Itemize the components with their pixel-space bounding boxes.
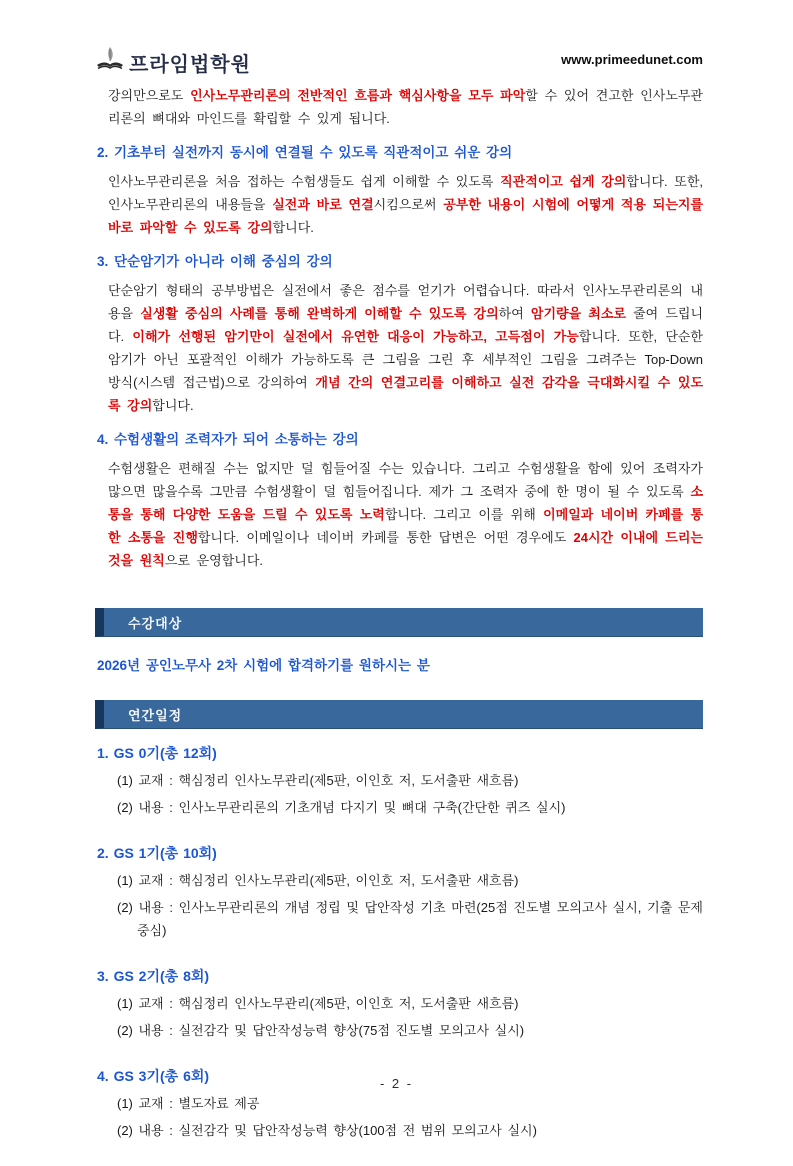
feature-body: 인사노무관리론을 처음 접하는 수험생들도 쉽게 이해할 수 있도록 직관적이고 쉽게 강의합니다. 또한, 인사노무관리론의 내용들을 실전과 바로 연결시킴으로써 공부한 내용이 시험에 어떻게 적용 되는지를 바로 파악할 수 있도록 강의합니다.: [108, 174, 704, 235]
schedule-item: (1) 교재 : 핵심정리 인사노무관리(제5판, 이인호 저, 도서출판 새흐름): [117, 873, 519, 888]
brand-name: 프라임법학원: [129, 54, 251, 76]
feature-heading: 2. 기초부터 실전까지 동시에 연결될 수 있도록 직관적이고 쉬운 강의: [97, 145, 513, 160]
schedule-item: (2) 내용 : 인사노무관리론의 기초개념 다지기 및 뼈대 구축(간단한 퀴즈 실시): [117, 800, 566, 815]
schedule-banner-label: 연간일정: [128, 707, 183, 723]
audience-banner: [95, 608, 703, 637]
feature-body: 수험생활은 편해질 수는 없지만 덜 힘들어질 수는 있습니다. 그리고 수험생활을 함에 있어 조력자가 많으면 많을수록 그만큼 수험생활이 덜 힘들어집니다. 제가 그 조력자 중에 한 명이 될 수 있도록 소통을 통해 다양한 도움을 드릴 수 있도록 노력합니다. 그리고 이를 위해 이메일과 네이버 카페를 통한 소통을 진행합니다. 이메일이나 네이버 카페를 통한 답변은 어떤 경우에도 24시간 이내에 드리는 것을 원칙으로 운영합니다.: [108, 461, 704, 568]
audience-banner-label: 수강대상: [128, 615, 183, 631]
schedule-item: (1) 교재 : 핵심정리 인사노무관리(제5판, 이인호 저, 도서출판 새흐름): [117, 773, 519, 788]
schedule-group-gs1: [95, 843, 703, 942]
schedule-item: (2) 내용 : 인사노무관리론의 개념 정립 및 답안작성 기초 마련(25점 진도별 모의고사 실시, 기출 문제 중심): [117, 900, 703, 938]
schedule-item: (2) 내용 : 실전감각 및 답안작성능력 향상(75점 진도별 모의고사 실시): [117, 1023, 525, 1038]
schedule-item: (1) 교재 : 핵심정리 인사노무관리(제5판, 이인호 저, 도서출판 새흐름): [117, 996, 519, 1011]
document-page: [95, 46, 703, 1166]
intro-paragraph: 강의만으로도 인사노무관리론의 전반적인 흐름과 핵심사항을 모두 파악할 수 있어 견고한 인사노무관리론의 뼈대와 마인드를 확립할 수 있게 됩니다.: [108, 88, 703, 126]
schedule-group-title: 3. GS 2기(총 8회): [97, 968, 210, 984]
feature-section-4: [95, 430, 703, 572]
feature-body: 단순암기 형태의 공부방법은 실전에서 좋은 점수를 얻기가 어렵습니다. 따라서 인사노무관리론의 내용을 실생활 중심의 사례를 통해 완벽하게 이해할 수 있도록 강의하여 암기량을 최소로 줄여 드립니다. 이해가 선행된 암기만이 실전에서 유연한 대응이 가능하고, 고득점이 가능합니다. 또한, 단순한 암기가 아닌 포괄적인 이해가 가능하도록 큰 그림을 그린 후 세부적인 그림을 그려주는 Top-Down 방식(시스템 접근법)으로 강의하여 개념 간의 연결고리를 이해하고 실전 감각을 극대화시킬 수 있도록 강의합니다.: [108, 283, 703, 413]
quill-book-icon: [95, 46, 125, 79]
schedule-group-gs0: [95, 743, 703, 819]
schedule-group-title: 4. GS 3기(총 6회): [97, 1068, 210, 1084]
schedule-banner: [95, 700, 703, 729]
brand-logo: [95, 46, 251, 79]
schedule-group-gs2: [95, 966, 703, 1042]
schedule-item: (2) 내용 : 실전감각 및 답안작성능력 향상(100점 전 범위 모의고사 실시): [117, 1123, 537, 1138]
schedule-group-title: 2. GS 1기(총 10회): [97, 845, 217, 861]
feature-section-3: [95, 252, 703, 417]
page-number: - 2 -: [379, 1076, 414, 1091]
feature-heading: 3. 단순암기가 아니라 이해 중심의 강의: [97, 254, 333, 269]
page-header: [95, 46, 703, 80]
schedule-item: (1) 교재 : 별도자료 제공: [117, 1096, 260, 1111]
website-link[interactable]: www.primeedunet.com: [561, 52, 703, 67]
feature-heading: 4. 수험생활의 조력자가 되어 소통하는 강의: [97, 432, 359, 447]
audience-target-text: 2026년 공인노무사 2차 시험에 합격하기를 원하시는 분: [97, 658, 430, 673]
feature-section-2: [95, 143, 703, 239]
schedule-group-title: 1. GS 0기(총 12회): [97, 745, 217, 761]
